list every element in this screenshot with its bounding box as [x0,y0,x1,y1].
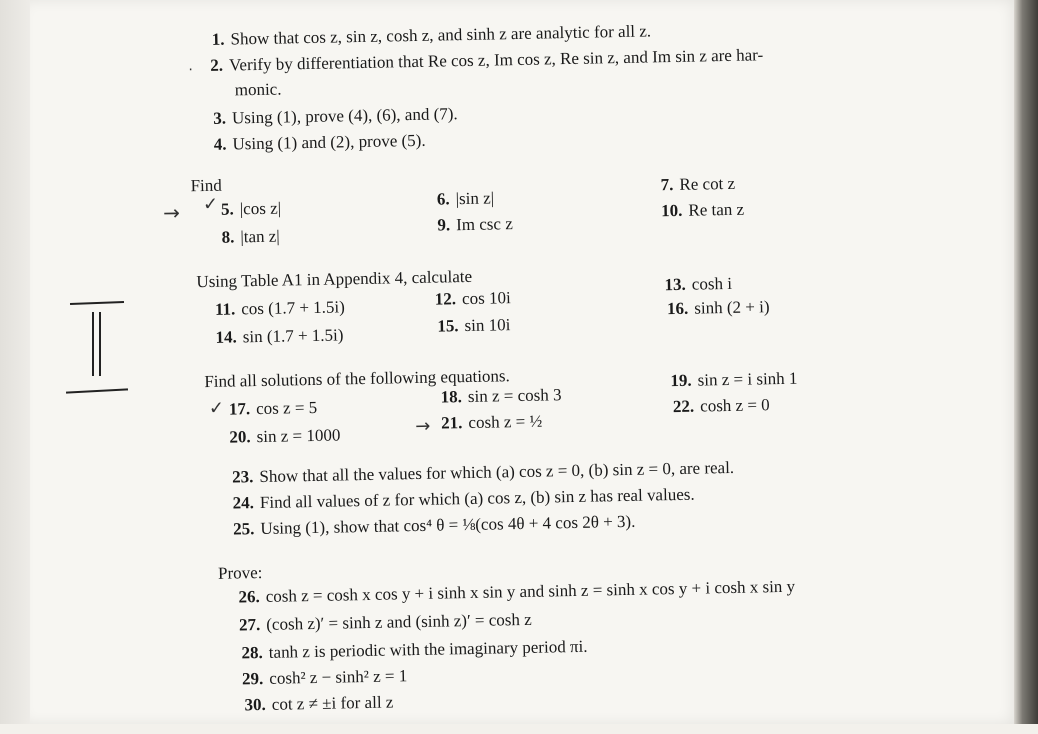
pencil-dot-mark: · [188,62,193,79]
margin-vert-right [99,312,101,376]
exercise-3: 3. Using (1), prove (4), (6), and (7). [213,104,458,128]
exercise-25: 25. Using (1), show that cos⁴ θ = ⅛(cos 4θ + 4 cos 2θ + 3). [233,511,636,539]
exercise-10: 10. Re tan z [660,199,745,221]
arrow-mark-5: → [162,200,181,225]
exercise-14: 14. sin (1.7 + 1.5i) [215,325,344,347]
exercise-4: 4. Using (1) and (2), prove (5). [213,130,426,154]
prove-heading: Prove: [217,562,263,583]
check-mark-17: ✓ [208,397,225,419]
exercise-6: 6. |sin z| [436,188,495,209]
exercise-21: 21. cosh z = ½ [441,411,543,433]
exercise-7: 7. Re cot z [660,173,736,195]
equations-heading: Find all solutions of the following equations. [204,366,510,392]
exercise-16: 16. sinh (2 + i) [666,297,770,319]
find-heading: Find [190,175,222,196]
exercise-20: 20. sin z = 1000 [229,425,341,447]
check-mark-5: ✓ [202,193,219,216]
exercise-15: 15. sin 10i [437,315,511,336]
exercise-11: 11. cos (1.7 + 1.5i) [214,297,345,319]
exercise-17: 17. cos z = 5 [228,397,318,419]
exercise-9: 9. Im csc z [437,214,513,235]
exercise-30: 30. cot z ≠ ±i for all z [244,692,394,715]
exercise-28: 28. tanh z is periodic with the imaginary period πi. [241,636,588,663]
table-heading: Using Table A1 in Appendix 4, calculate [196,266,473,292]
arrow-mark-21: → [415,415,431,438]
exercise-1: 1. Show that cos z, sin z, cosh z, and sinh z are analytic for all z. [211,21,652,49]
exercise-8: 8. |tan z| [221,226,280,247]
margin-vert-left [92,312,94,376]
exercise-23: 23. Show that all the values for which (a) cos z = 0, (b) sin z = 0, are real. [232,457,735,487]
exercise-18: 18. sin z = cosh 3 [440,385,562,407]
exercise-2-continued: monic. [234,79,282,100]
exercise-29: 29. cosh² z − sinh² z = 1 [241,666,408,689]
exercise-24: 24. Find all values of z for which (a) cos z, (b) sin z has real values. [232,484,695,513]
exercise-26: 26. cosh z = cosh x cos y + i sinh x sin y and sinh z = sinh x cos y + i cosh x sin y [238,576,796,607]
exercise-22: 22. cosh z = 0 [672,395,770,417]
exercise-2: 2. Verify by differentiation that Re cos z, Im cos z, Re sin z, and Im sin z are har- [210,45,764,75]
exercise-27: 27. (cosh z)′ = sinh z and (sinh z)′ = cosh z [238,609,532,635]
exercise-13: 13. cosh i [664,273,733,295]
exercise-19: 19. sin z = i sinh 1 [670,368,798,391]
exercise-12: 12. cos 10i [434,288,511,309]
exercise-5: 5. |cos z| [220,198,282,219]
